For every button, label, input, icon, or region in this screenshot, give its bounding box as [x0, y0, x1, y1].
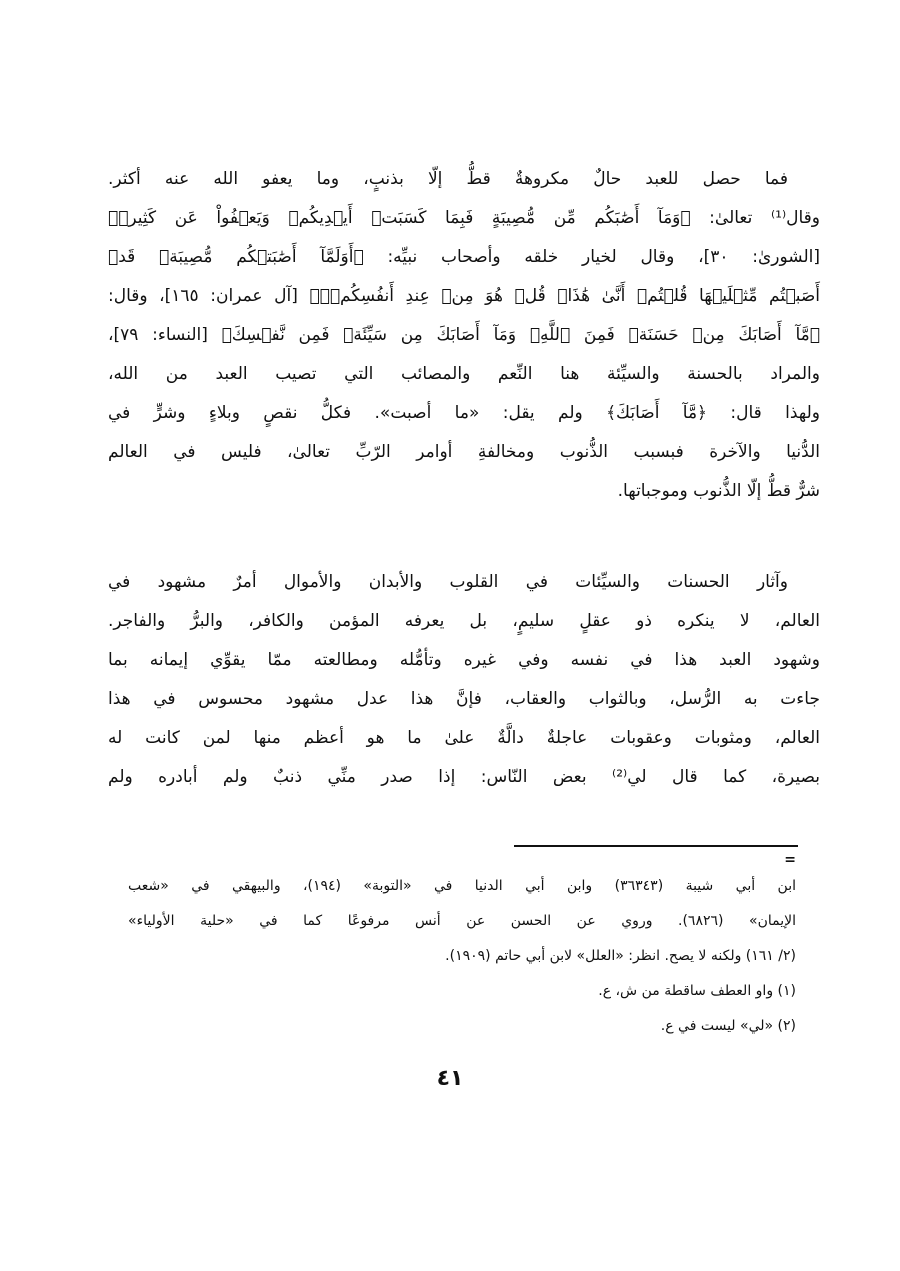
footnotes	[128, 845, 796, 1044]
text-line: ولهذا قال: ﴿مَّآ أَصَابَكَ﴾ ولم يقل: «ما أصبت». فكلُّ نقصٍ وبلاءٍ وشرٍّ في	[108, 403, 820, 423]
text-line: وآثار الحسنات والسيِّئات في القلوب والأبدان والأموال أمرٌ مشهود في	[108, 572, 788, 592]
text-line: أَصَبۡتُم مِّثۡلَيۡهَا قُلۡتُمۡ أَنَّىٰ هَٰذَاۖ قُلۡ هُوَ مِنۡ عِندِ أَنفُسِكُمۡۗ﴾ [آل عمران: ١٦٥]، وقال:	[108, 286, 820, 306]
continuation-mark: =	[784, 851, 796, 868]
text-line: العالم، ومثوبات وعقوبات عاجلةٌ دالَّةٌ علىٰ ما هو أعظم منها لمن كانت له	[108, 728, 820, 748]
footnote-1: (١) واو العطف ساقطة من ش، ع.	[598, 982, 796, 999]
paragraph-1	[108, 160, 820, 511]
main-text	[108, 0, 820, 797]
paragraph-2	[108, 563, 820, 797]
text-line: جاءت به الرُّسل، وبالثواب والعقاب، فإنَّ هذا عدل مشهود محسوس في هذا	[108, 689, 820, 709]
text-line: شرٌّ قطُّ إلّا الذُّنوب وموجباتها.	[617, 481, 820, 501]
text-line: العالم، لا ينكره ذو عقلٍ سليمٍ، بل يعرفه المؤمن والكافر، والبرُّ والفاجر.	[108, 611, 820, 631]
footnote-line: (٢/ ١٦١) ولكنه لا يصح. انظر: «العلل» لابن أبي حاتم (١٩٠٩).	[445, 947, 796, 964]
text-line: ﴿مَّآ أَصَابَكَ مِنۡ حَسَنَةٖ فَمِنَ ٱللَّهِۖ وَمَآ أَصَابَكَ مِن سَيِّئَةٖ فَمِن نَّفۡسِكَ﴾ [النساء: ٧٩]،	[108, 325, 820, 345]
text-line: وقال⁽¹⁾ تعالىٰ: ﴿وَمَآ أَصَٰبَكُم مِّن مُّصِيبَةٍ فَبِمَا كَسَبَتۡ أَيۡدِيكُمۡ وَيَعۡفُواْ عَن كَثِيرٖ﴾	[108, 208, 820, 228]
text-line: بصيرة، كما قال لي⁽²⁾ بعض النّاس: إذا صدر منِّي ذنبٌ ولم أبادره ولم	[108, 767, 820, 787]
text-line: فما حصل للعبد حالٌ مكروهةٌ قطُّ إلّا بذنبٍ، وما يعفو الله عنه أكثر.	[108, 169, 788, 189]
text-line: والمراد بالحسنة والسيِّئة هنا النِّعم والمصائب التي تصيب العبد من الله،	[108, 364, 820, 384]
text-line: الدُّنيا والآخرة فبسبب الذُّنوب ومخالفةِ أوامر الرّبِّ تعالىٰ، فليس في العالم	[108, 442, 820, 462]
footnote-line: الإيمان» (٦٨٢٦). وروي عن الحسن عن أنس مرفوعًا كما في «حلية الأولياء»	[128, 912, 796, 929]
footnote-line: ابن أبي شيبة (٣٦٣٤٣) وابن أبي الدنيا في «التوبة» (١٩٤)، والبيهقي في «شعب	[128, 877, 797, 894]
text-line: [الشورىٰ: ٣٠]، وقال لخيار خلقه وأصحاب نبيِّه: ﴿أَوَلَمَّآ أَصَٰبَتۡكُم مُّصِيبَةٞ قَدۡ	[108, 247, 820, 267]
footnote-separator	[514, 845, 798, 847]
text-line: وشهود العبد هذا في نفسه وفي غيره وتأمُّله ومطالعته ممّا يقوِّي إيمانه بما	[108, 650, 820, 670]
footnote-2: (٢) «لي» ليست في ع.	[660, 1017, 796, 1034]
page-number: ٤١	[436, 1065, 464, 1091]
